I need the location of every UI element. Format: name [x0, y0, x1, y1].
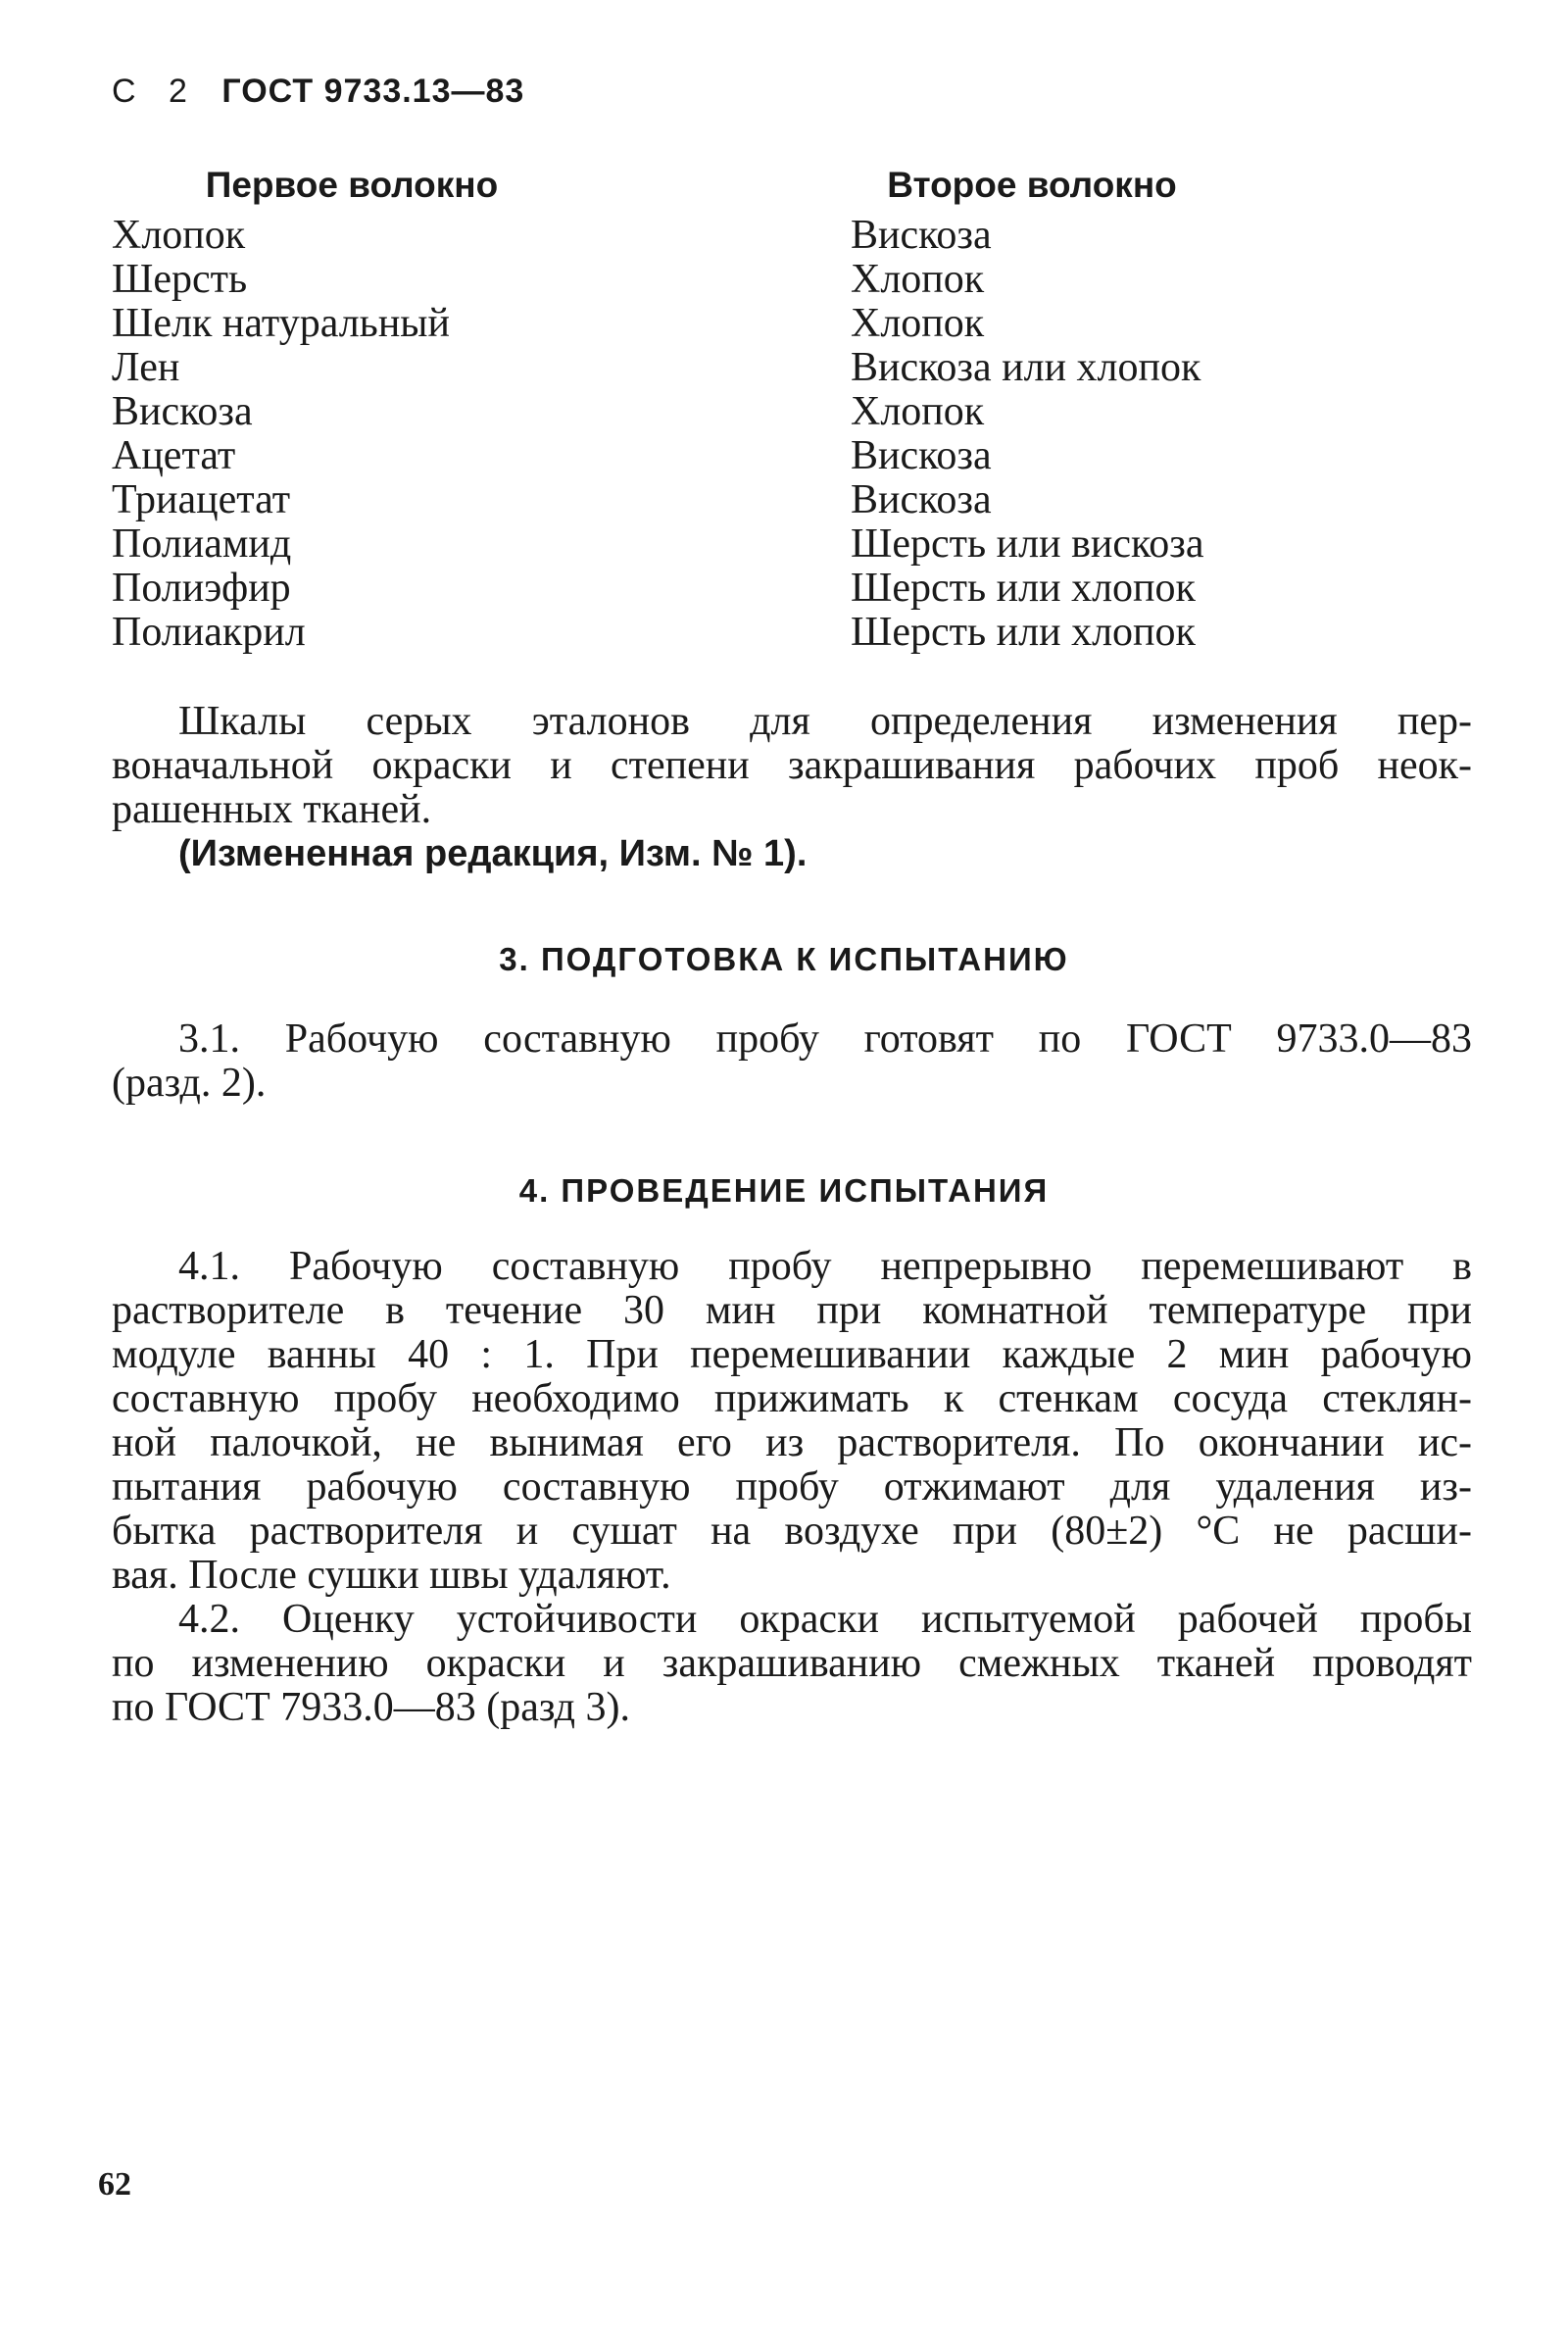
header-letter: С: [112, 73, 137, 110]
page-number: 62: [98, 2166, 131, 2203]
clause-4-2: [112, 1598, 1472, 1730]
first-fiber-cell: Триацетат: [112, 477, 291, 522]
first-fiber-cell: Лен: [112, 345, 180, 390]
section-3-heading: 3. ПОДГОТОВКА К ИСПЫТАНИЮ: [499, 941, 1069, 977]
clause-3-1: [112, 1017, 1472, 1106]
paragraph-line: бытка растворителя и сушат на воздухе при (80±2) °С не расши-: [112, 1509, 1472, 1554]
first-fiber-cell: Вискоза: [112, 389, 253, 434]
first-fiber-column: [112, 157, 798, 655]
paragraph-line: ной палочкой, не вынимая его из растворителя. По окончании ис-: [112, 1420, 1472, 1465]
section-4-heading: 4. ПРОВЕДЕНИЕ ИСПЫТАНИЯ: [518, 1172, 1050, 1209]
second-fiber-header: Второе волокно: [887, 165, 1177, 205]
second-fiber-cell: Вискоза: [851, 433, 992, 478]
clause-4-1: [112, 1245, 1472, 1598]
first-fiber-cell: Полиакрил: [112, 610, 306, 655]
first-fiber-cell: Полиэфир: [112, 566, 291, 611]
amendment-note: (Измененная редакция, Изм. № 1).: [178, 833, 808, 874]
first-fiber-cell: Хлопок: [112, 213, 246, 258]
second-fiber-cell: Хлопок: [851, 389, 985, 434]
paragraph-line: модуле ванны 40 : 1. При перемешивании каждые 2 мин рабочую: [112, 1332, 1472, 1377]
paragraph-line: 3.1. Рабочую составную пробу готовят по ГОСТ 9733.0—83: [178, 1016, 1472, 1062]
first-fiber-cell: Ацетат: [112, 433, 236, 478]
second-fiber-column: [851, 157, 1478, 655]
paragraph-line: по изменению окраски и закрашиванию смежных тканей проводят: [112, 1641, 1472, 1686]
paragraph-line: растворителе в течение 30 мин при комнатной температуре при: [112, 1288, 1472, 1333]
first-fiber-cell: Шерсть: [112, 257, 248, 302]
header-standard: ГОСТ 9733.13—83: [221, 73, 525, 110]
first-fiber-cell: Шелк натуральный: [112, 301, 451, 346]
second-fiber-cell: Шерсть или вискоза: [851, 521, 1204, 567]
second-fiber-cell: Шерсть или хлопок: [851, 610, 1196, 655]
paragraph-line: по ГОСТ 7933.0—83 (разд 3).: [112, 1685, 631, 1730]
paragraph-line: вая. После сушки швы удаляют.: [112, 1553, 671, 1598]
second-fiber-cell: Вискоза: [851, 213, 992, 258]
header-page: 2: [169, 73, 188, 110]
paragraph-line: (разд. 2).: [112, 1061, 267, 1106]
second-fiber-cell: Хлопок: [851, 301, 985, 346]
second-fiber-cell: Вискоза или хлопок: [851, 345, 1201, 390]
second-fiber-cell: Шерсть или хлопок: [851, 566, 1196, 611]
second-fiber-cell: Вискоза: [851, 477, 992, 522]
paragraph-line: Шкалы серых эталонов для определения изменения пер-: [178, 699, 1472, 744]
grey-scales-paragraph: [112, 700, 1472, 876]
first-fiber-cell: Полиамид: [112, 521, 292, 567]
page-header: [112, 73, 524, 111]
paragraph-line: составную пробу необходимо прижимать к стенкам сосуда стеклян-: [112, 1376, 1472, 1421]
paragraph-line: 4.1. Рабочую составную пробу непрерывно перемешивают в: [178, 1244, 1472, 1289]
first-fiber-header: Первое волокно: [205, 165, 499, 205]
paragraph-line: рашенных тканей.: [112, 787, 432, 832]
second-fiber-cell: Хлопок: [851, 257, 985, 302]
paragraph-line: пытания рабочую составную пробу отжимают для удаления из-: [112, 1464, 1472, 1510]
paragraph-line: воначальной окраски и степени закрашивания рабочих проб неок-: [112, 743, 1472, 788]
paragraph-line: 4.2. Оценку устойчивости окраски испытуемой рабочей пробы: [178, 1597, 1472, 1642]
